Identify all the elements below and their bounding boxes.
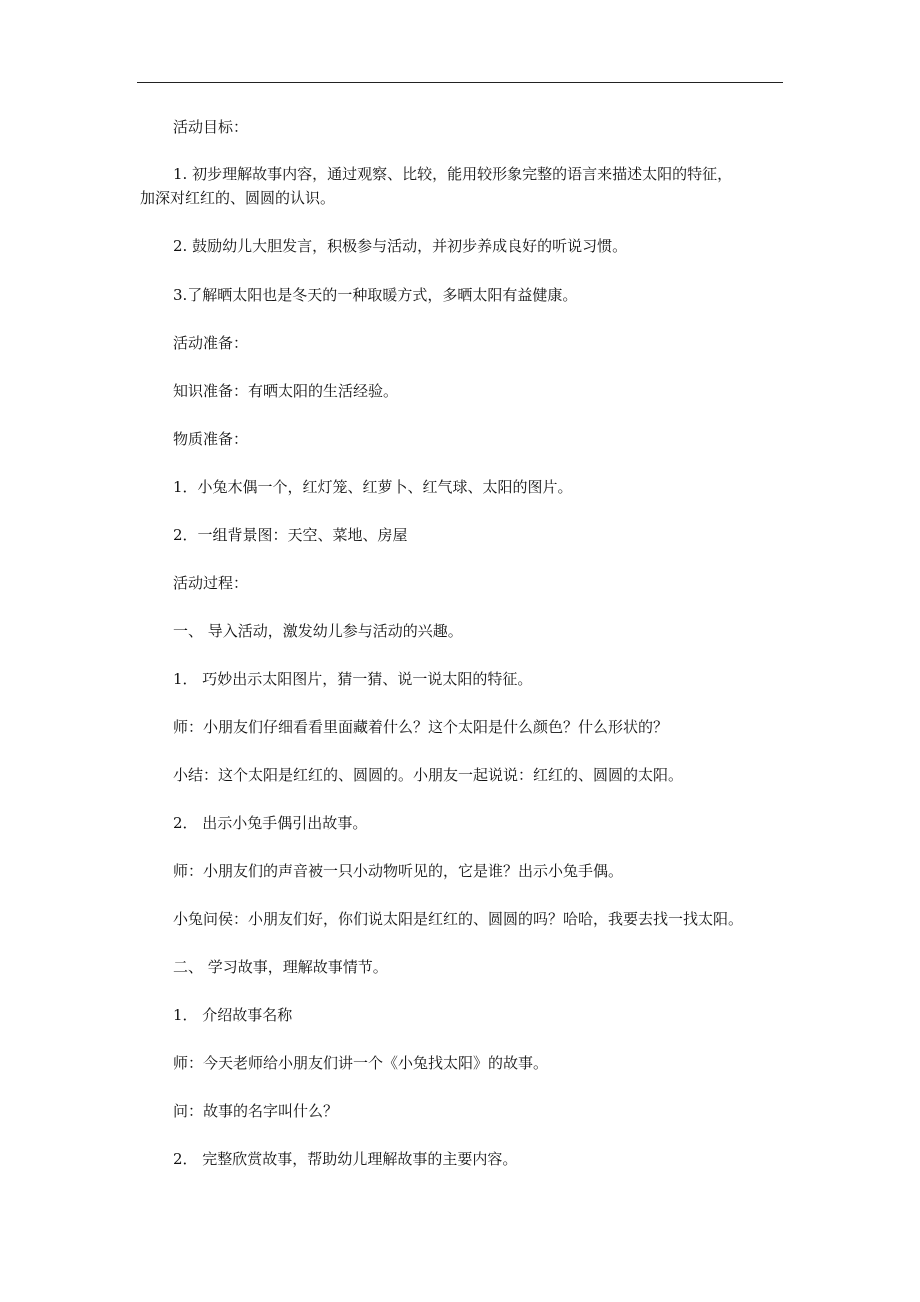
question-line: 问：故事的名字叫什么？ xyxy=(173,1102,339,1120)
rabbit-greeting: 小兔问侯：小朋友们好，你们说太阳是红红的、圆圆的吗？哈哈，我要去找一找太阳。 xyxy=(173,910,744,928)
goal-1-line-1: 1. 初步理解故事内容，通过观察、比较，能用较形象完整的语言来描述太阳的特征， xyxy=(173,165,733,183)
material-2: 2．一组背景图：天空、菜地、房屋 xyxy=(173,526,408,544)
teacher-line-3: 师：今天老师给小朋友们讲一个《小兔找太阳》的故事。 xyxy=(173,1054,549,1072)
heading-activity-goals: 活动目标： xyxy=(173,118,249,136)
header-rule xyxy=(137,82,783,83)
heading-material-preparation: 物质准备： xyxy=(173,430,249,448)
goal-3: 3.了解晒太阳也是冬天的一种取暖方式，多晒太阳有益健康。 xyxy=(173,286,578,304)
heading-activity-preparation: 活动准备： xyxy=(173,334,249,352)
step-2-1: 1． 介绍故事名称 xyxy=(173,1006,293,1024)
goal-1-line-2: 加深对红红的、圆圆的认识。 xyxy=(140,189,336,207)
section-1-heading: 一、 导入活动，激发幼儿参与活动的兴趣。 xyxy=(173,622,463,640)
teacher-line-2: 师：小朋友们的声音被一只小动物听见的，它是谁？出示小兔手偶。 xyxy=(173,862,624,880)
knowledge-preparation: 知识准备：有晒太阳的生活经验。 xyxy=(173,382,399,400)
step-1-1: 1． 巧妙出示太阳图片，猜一猜、说一说太阳的特征。 xyxy=(173,670,533,688)
step-2-2: 2． 完整欣赏故事，帮助幼儿理解故事的主要内容。 xyxy=(173,1150,518,1168)
heading-activity-process: 活动过程： xyxy=(173,574,249,592)
teacher-line-1: 师：小朋友们仔细看看里面藏着什么？这个太阳是什么颜色？什么形状的？ xyxy=(173,718,669,736)
goal-2: 2. 鼓励幼儿大胆发言，积极参与活动，并初步养成良好的听说习惯。 xyxy=(173,237,628,255)
material-1: 1．小兔木偶一个，红灯笼、红萝卜、红气球、太阳的图片。 xyxy=(173,478,573,496)
step-1-2: 2． 出示小兔手偶引出故事。 xyxy=(173,814,368,832)
section-2-heading: 二、 学习故事，理解故事情节。 xyxy=(173,958,388,976)
summary-line: 小结：这个太阳是红红的、圆圆的。小朋友一起说说：红红的、圆圆的太阳。 xyxy=(173,766,684,784)
